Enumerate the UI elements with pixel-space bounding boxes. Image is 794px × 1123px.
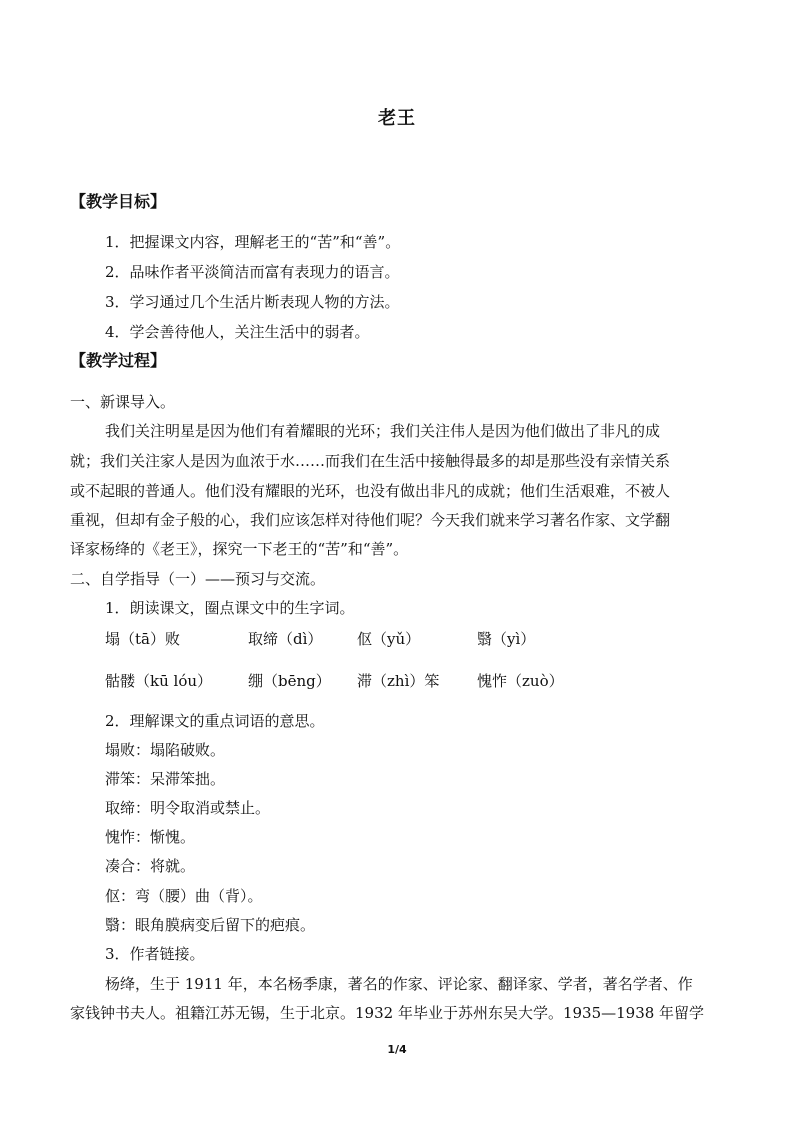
step2-text: 2．理解课文的重点词语的意思。 [105, 712, 325, 730]
definition-item: 凑合：将就。 [105, 857, 196, 875]
definition-item: 愧怍：惭愧。 [105, 828, 196, 846]
step1-text: 1．朗读课文，圈点课文中的生字词。 [105, 599, 355, 617]
vocab-item: 滞（zhì）笨 [357, 672, 440, 690]
definition-item: 塌败：塌陷破败。 [105, 741, 226, 759]
goal-item: 4．学会善待他人，关注生活中的弱者。 [105, 323, 370, 341]
definition-item: 取缔：明令取消或禁止。 [105, 799, 271, 817]
vocab-item: 取缔（dì） [248, 630, 323, 648]
goal-item: 2．品味作者平淡简洁而富有表现力的语言。 [105, 263, 400, 281]
goals-heading: 【教学目标】 [70, 192, 167, 211]
vocab-item: 伛（yǔ） [357, 630, 421, 648]
intro-line: 我们关注明星是因为他们有着耀眼的光环；我们关注伟人是因为他们做出了非凡的成 [105, 422, 661, 440]
definition-item: 翳：眼角膜病变后留下的疤痕。 [105, 916, 316, 934]
part2-heading: 二、自学指导（一）——预习与交流。 [70, 570, 326, 588]
step3-text: 3．作者链接。 [105, 945, 205, 963]
author-line: 家钱钟书夫人。祖籍江苏无锡，生于北京。1932 年毕业于苏州东吴大学。1935—1938 年留学 [70, 1004, 705, 1022]
definition-item: 滞笨：呆滞笨拙。 [105, 770, 226, 788]
page-number: 1/4 [387, 1043, 407, 1056]
intro-line: 就；我们关注家人是因为血浓于水……而我们在生活中接触得最多的却是那些没有亲情关系 [70, 452, 671, 470]
goal-item: 3．学习通过几个生活片断表现人物的方法。 [105, 293, 400, 311]
definition-item: 伛：弯（腰）曲（背）。 [105, 887, 263, 905]
goal-item: 1．把握课文内容，理解老王的“苦”和“善”。 [105, 233, 401, 251]
intro-line: 译家杨绛的《老王》，探究一下老王的“苦”和“善”。 [70, 540, 409, 558]
intro-line: 重视，但却有金子般的心，我们应该怎样对待他们呢？今天我们就来学习著名作家、文学翻 [70, 511, 671, 529]
vocab-item: 翳（yì） [477, 630, 536, 648]
author-line: 杨绛，生于 1911 年，本名杨季康，著名的作家、评论家、翻译家、学者，著名学者、作 [105, 975, 693, 993]
intro-line: 或不起眼的普通人。他们没有耀眼的光环，也没有做出非凡的成就；他们生活艰难，不被人 [70, 482, 671, 500]
vocab-item: 绷（bēng） [248, 672, 331, 690]
process-heading: 【教学过程】 [70, 351, 167, 370]
page-title: 老王 [378, 108, 416, 129]
part1-heading: 一、新课导入。 [70, 393, 176, 411]
vocab-item: 愧怍（zuò） [477, 672, 564, 690]
vocab-item: 塌（tā）败 [105, 630, 180, 648]
vocab-item: 骷髅（kū lóu） [105, 672, 213, 690]
